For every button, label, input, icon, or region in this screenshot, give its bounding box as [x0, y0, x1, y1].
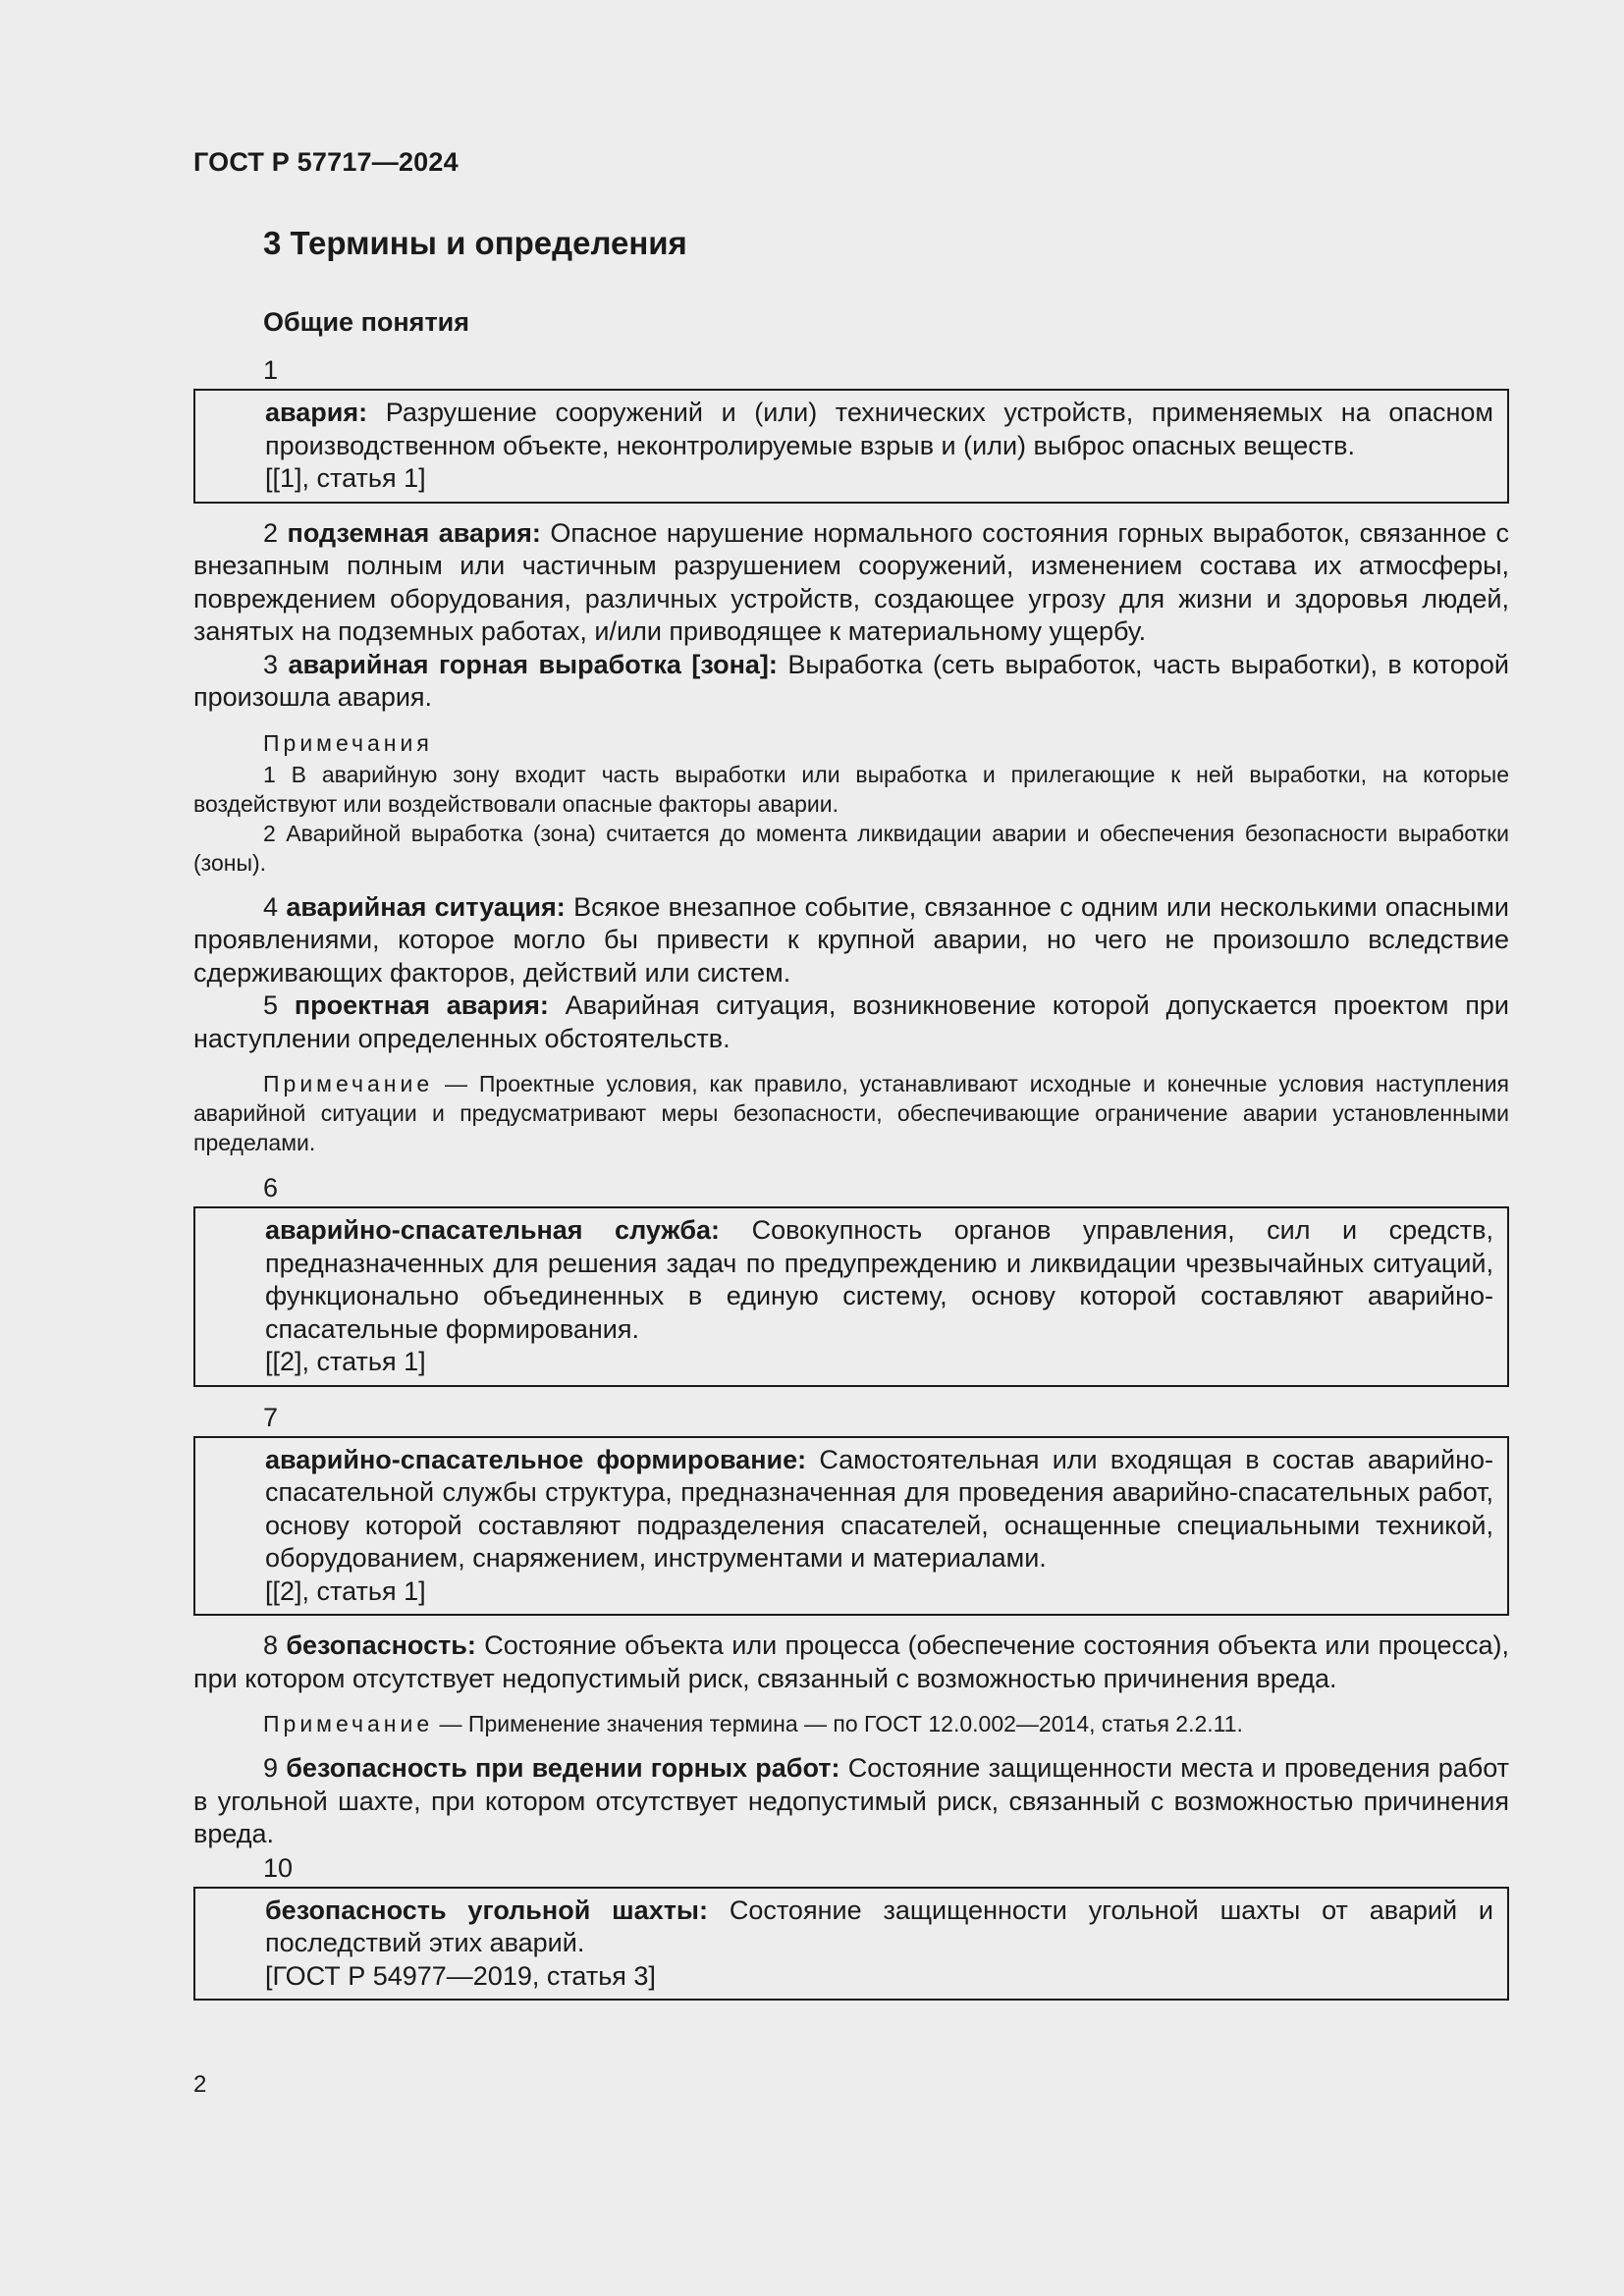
term-box: [193, 1887, 1509, 2002]
term-source: [[2], статья 1]: [265, 1575, 426, 1606]
term-name: безопасность при ведении горных работ:: [286, 1753, 840, 1783]
document-header: ГОСТ Р 57717—2024: [193, 147, 459, 177]
term-number: 4: [263, 891, 287, 922]
term-name: аварийно-спасательная служба:: [265, 1215, 721, 1245]
term-number: 5: [263, 990, 295, 1020]
note-item: [193, 1709, 1509, 1738]
term-definition: Выработка (сеть выработок, часть выработки), в которой произошла авария.: [193, 649, 1509, 712]
term-box: [193, 389, 1509, 504]
notes-heading: Примечания: [263, 729, 433, 756]
section-title: 3 Термины и определения: [263, 225, 687, 261]
term-number: 7: [263, 1402, 279, 1432]
term-name: подземная авария:: [287, 517, 541, 548]
term-name: авария:: [265, 398, 368, 427]
term-box: [193, 1436, 1509, 1617]
note-label: Примечание: [263, 1071, 434, 1096]
note-text: — Применение значения термина — по ГОСТ 12.0.002—2014, статья 2.2.11.: [433, 1711, 1243, 1736]
term-entry: [193, 517, 1509, 649]
term-definition: Опасное нарушение нормального состояния горных выработок, связанное с внезапным полным или частичным разрушением сооружений, изменением состава их атмосферы, повреждением оборудования, различных устройств, создающее угрозу для жизни и здоровья людей, занятых на подземных работах, и/или приводящее к материальному ущербу.: [193, 517, 1509, 646]
subsection-title: Общие понятия: [263, 307, 470, 337]
note-label: Примечание: [263, 1711, 434, 1736]
note-item: 2 Аварийной выработка (зона) считается до момента ликвидации аварии и обеспечения безопасности выработки (зоны).: [193, 820, 1509, 876]
term-number: 3: [263, 649, 289, 679]
term-name: проектная авария:: [294, 990, 549, 1020]
note-item: [193, 1069, 1509, 1157]
term-source: [[1], статья 1]: [265, 463, 426, 493]
term-number: 8: [263, 1630, 287, 1660]
term-definition: Состояние защищенности угольной шахты от аварий и последствий этих аварий.: [265, 1895, 1493, 1957]
term-name: безопасность:: [286, 1630, 476, 1660]
term-definition: Состояние объекта или процесса (обеспечение состояния объекта или процесса), при котором отсутствует недопустимый риск, связанный с возможностью причинения вреда.: [193, 1630, 1509, 1693]
term-entry: [265, 1895, 1493, 1960]
term-name: аварийно-спасательное формирование:: [265, 1444, 807, 1474]
term-name: аварийная ситуация:: [286, 891, 566, 922]
term-entry: [193, 1629, 1509, 1695]
document-body: [193, 222, 1509, 2014]
term-name: безопасность угольной шахты:: [265, 1895, 708, 1925]
term-source: [[2], статья 1]: [265, 1347, 426, 1376]
term-number: 10: [263, 1852, 294, 1883]
term-definition: Аварийная ситуация, возникновение которой допускается проектом при наступлении определенных обстоятельств.: [193, 990, 1509, 1053]
term-number: 6: [263, 1173, 279, 1202]
term-definition: Самостоятельная или входящая в состав аварийно-спасательной службы структура, предназначенная для проведения аварийно-спасательных работ, основу которой составляют подразделения спасателей, оснащенные специальными техникой, оборудованием, снаряжением, инструментами и материалами.: [265, 1444, 1493, 1573]
term-entry: [265, 397, 1493, 462]
note-item: 1 В аварийную зону входит часть выработки или выработка и прилегающие к ней выработки, на которые воздействуют или воздействовали опасные факторы аварии.: [193, 761, 1509, 817]
term-definition: Совокупность органов управления, сил и средств, предназначенных для решения задач по предупреждению и ликвидации чрезвычайных ситуаций, функционально объединенных в единую систему, основу которой составляют аварийно-спасательные формирования.: [265, 1215, 1494, 1344]
term-entry: [265, 1444, 1493, 1575]
term-source: [ГОСТ Р 54977—2019, статья 3]: [265, 1960, 656, 1991]
term-entry: [265, 1214, 1493, 1346]
note-text: — Проектные условия, как правило, устанавливают исходные и конечные условия наступления аварийной ситуации и предусматривают меры безопасности, обеспечивающие ограничение аварии установленными пределами.: [193, 1071, 1509, 1155]
term-name: аварийная горная выработка [зона]:: [288, 649, 778, 679]
term-number: 1: [263, 355, 279, 385]
term-box: [193, 1206, 1509, 1387]
term-definition: Состояние защищенности места и проведения работ в угольной шахте, при котором отсутствует недопустимый риск, связанный с возможностью причинения вреда.: [193, 1753, 1509, 1848]
term-entry: [193, 649, 1509, 715]
term-number: 2: [263, 517, 288, 548]
term-entry: [193, 989, 1509, 1055]
term-entry: [193, 891, 1509, 990]
page-number: 2: [193, 2071, 207, 2098]
term-number: 9: [263, 1753, 287, 1783]
term-entry: [193, 1752, 1509, 1851]
term-definition: Всякое внезапное событие, связанное с одним или несколькими опасными проявлениями, которое могло бы привести к крупной аварии, но чего не произошло вследствие сдерживающих факторов, действий или систем.: [193, 891, 1509, 988]
term-definition: Разрушение сооружений и (или) технических устройств, применяемых на опасном производственном объекте, неконтролируемые взрыв и (или) выброс опасных веществ.: [265, 398, 1493, 460]
